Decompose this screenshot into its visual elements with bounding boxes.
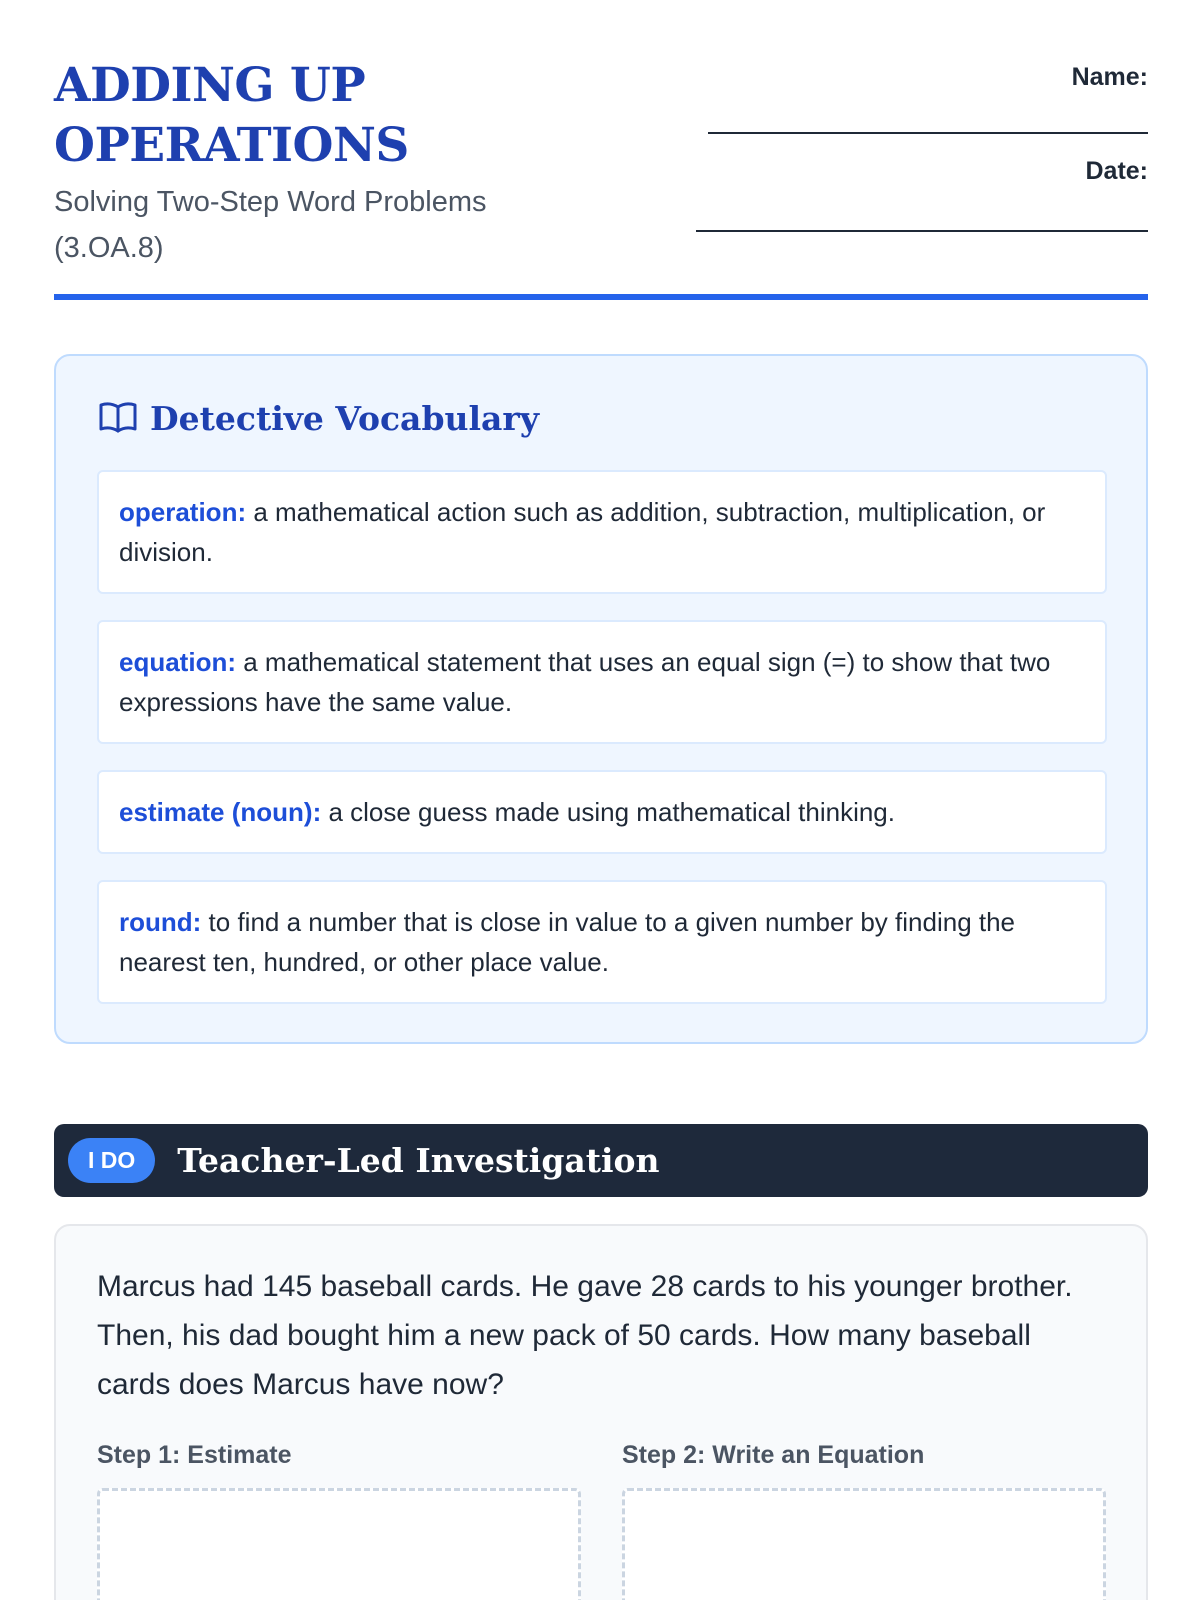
step-label: Step 2: Write an Equation xyxy=(622,1441,925,1469)
step-equation xyxy=(622,1440,1106,1600)
page-title xyxy=(54,56,654,176)
vocab-term-card xyxy=(97,620,1107,744)
step-estimate xyxy=(97,1440,581,1600)
page-subtitle-line-1: Solving Two-Step Word Problems xyxy=(54,186,487,218)
vocab-term: operation: xyxy=(119,497,247,527)
page-title-line-2: OPERATIONS xyxy=(54,118,409,173)
vocab-term-card xyxy=(97,880,1107,1004)
i-do-title: Teacher-Led Investigation xyxy=(177,1141,660,1180)
vocab-definition: to find a number that is close in value to a given number by finding the nearest ten, hundred, or other place value. xyxy=(119,907,1016,977)
step-label: Step 1: Estimate xyxy=(97,1441,292,1469)
vocabulary-heading xyxy=(98,396,539,440)
word-problem-card xyxy=(54,1224,1148,1600)
vocabulary-panel xyxy=(54,354,1148,1044)
vocab-definition: a mathematical action such as addition, subtraction, multiplication, or division. xyxy=(119,497,1046,567)
vocab-term-card xyxy=(97,470,1107,594)
name-field[interactable] xyxy=(708,132,1148,134)
page-subtitle xyxy=(54,179,654,271)
equation-answer-box[interactable] xyxy=(622,1488,1106,1600)
page-subtitle-line-2: (3.OA.8) xyxy=(54,232,164,264)
word-problem-text: Marcus had 145 baseball cards. He gave 28 cards to his younger brother. Then, his dad bought him a new pack of 50 cards. How many baseball cards does Marcus have now? xyxy=(97,1270,1073,1401)
title-block xyxy=(54,56,654,271)
date-label: Date: xyxy=(1085,157,1148,185)
vocab-definition: a close guess made using mathematical thinking. xyxy=(321,797,895,827)
estimate-answer-box[interactable] xyxy=(97,1488,581,1600)
vocab-term-card xyxy=(97,770,1107,854)
i-do-section-header xyxy=(54,1124,1148,1197)
header-divider xyxy=(54,294,1148,300)
vocab-term: round: xyxy=(119,907,202,937)
vocab-definition: a mathematical statement that uses an equal sign (=) to show that two expressions have the same value. xyxy=(119,647,1051,717)
student-info xyxy=(678,56,1148,232)
worksheet-header xyxy=(54,56,1148,300)
vocab-term: estimate (noun): xyxy=(119,797,322,827)
i-do-badge: I DO xyxy=(68,1138,155,1183)
name-label: Name: xyxy=(1071,63,1148,91)
vocabulary-title: Detective Vocabulary xyxy=(150,398,539,438)
book-icon xyxy=(98,400,138,436)
page-title-line-1: ADDING UP xyxy=(54,58,366,113)
date-field[interactable] xyxy=(696,230,1148,232)
vocab-term: equation: xyxy=(119,647,236,677)
